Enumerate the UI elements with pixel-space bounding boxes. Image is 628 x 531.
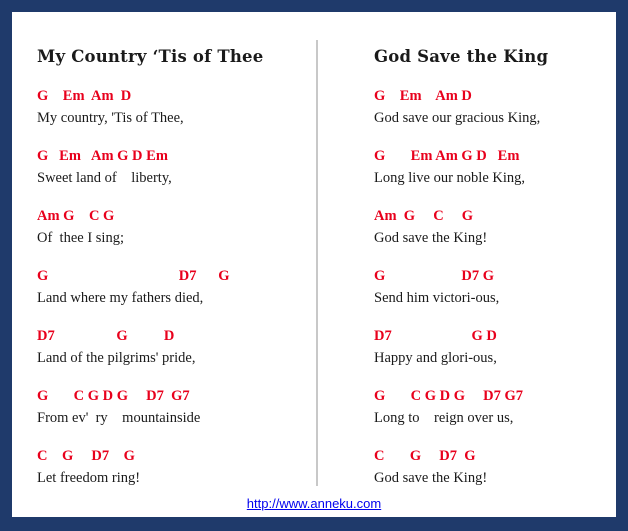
verse: [37, 206, 307, 266]
chord-line: D7 G D: [374, 328, 497, 344]
lyric-line: Let freedom ring!: [37, 470, 141, 486]
chord-line: D7 G D: [37, 328, 175, 344]
verse: [37, 326, 307, 386]
chord-line: G Em Am G D Em: [37, 148, 168, 164]
chord-line: C G D7 G: [374, 448, 476, 464]
verse: [374, 326, 604, 386]
lyric-line: Of thee I sing;: [37, 230, 124, 246]
chord-line: G C G D G D7 G7: [37, 388, 190, 404]
column-divider: [316, 40, 318, 486]
lyric-line: God save our gracious King,: [374, 110, 541, 126]
lyric-line: God save the King!: [374, 230, 488, 246]
lyric-line: Happy and glori-ous,: [374, 350, 497, 366]
song-title: God Save the King: [374, 47, 549, 66]
chord-line: G Em Am D: [37, 88, 132, 104]
verse-list: [37, 86, 307, 506]
chord-line: G D7 G: [374, 268, 495, 284]
verse: [37, 266, 307, 326]
song-sheet: [12, 12, 616, 517]
verse: [374, 206, 604, 266]
footer: [12, 496, 616, 511]
chord-line: G D7 G: [37, 268, 230, 284]
verse: [374, 86, 604, 146]
verse: [37, 86, 307, 146]
website-link[interactable]: http://www.anneku.com: [246, 496, 382, 511]
song-column-left: [37, 46, 307, 506]
verse: [374, 386, 604, 446]
lyric-line: God save the King!: [374, 470, 488, 486]
verse: [374, 146, 604, 206]
lyric-line: From ev' ry mountainside: [37, 410, 201, 426]
lyric-line: Sweet land of liberty,: [37, 170, 172, 186]
song-title: My Country ‘Tis of Thee: [37, 47, 264, 66]
lyric-line: Land of the pilgrims' pride,: [37, 350, 196, 366]
verse-list: [374, 86, 604, 506]
verse: [37, 386, 307, 446]
song-column-right: [374, 46, 604, 506]
chord-line: Am G C G: [37, 208, 115, 224]
chord-line: G C G D G D7 G7: [374, 388, 524, 404]
lyric-line: Send him victori-ous,: [374, 290, 500, 306]
lyric-line: Long live our noble King,: [374, 170, 526, 186]
verse: [374, 266, 604, 326]
chord-line: G Em Am G D Em: [374, 148, 520, 164]
lyric-line: Long to reign over us,: [374, 410, 514, 426]
lyric-line: My country, 'Tis of Thee,: [37, 110, 184, 126]
verse: [37, 146, 307, 206]
chord-line: G Em Am D: [374, 88, 472, 104]
chord-line: C G D7 G: [37, 448, 135, 464]
lyric-line: Land where my fathers died,: [37, 290, 204, 306]
chord-line: Am G C G: [374, 208, 474, 224]
